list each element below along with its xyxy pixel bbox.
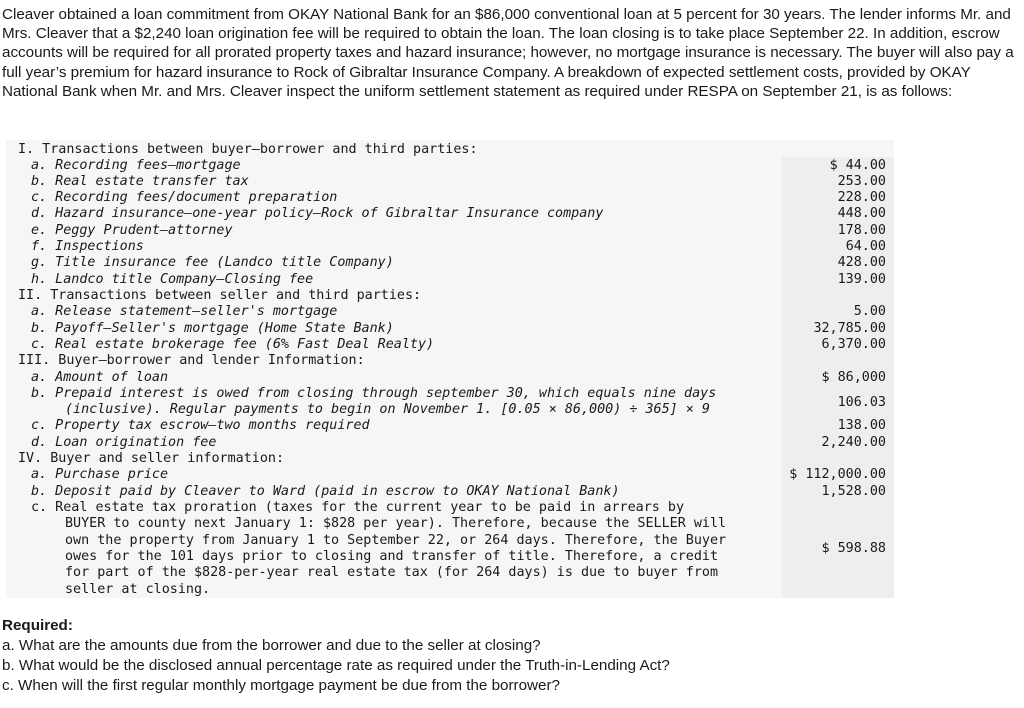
- item-label-line: c. Real estate tax proration (taxes for the current year to be paid in arrears by: [31, 500, 685, 515]
- item-label: c. Recording fees/document preparation: [31, 190, 338, 205]
- section-title: IV. Buyer and seller information:: [18, 451, 285, 466]
- item-label: b. Deposit paid by Cleaver to Ward (paid in escrow to OKAY National Bank): [31, 484, 620, 499]
- item-amount: $ 598.88: [821, 541, 886, 556]
- item-label-line: owes for the 101 days prior to closing and transfer of title. Therefore, a credit: [65, 549, 719, 564]
- item-amount: 1,528.00: [821, 484, 886, 499]
- item-amount: 139.00: [837, 272, 886, 287]
- item-label: e. Peggy Prudent–attorney: [31, 223, 233, 238]
- item-label-line: BUYER to county next January 1: $828 per year). Therefore, because the SELLER will: [65, 516, 727, 531]
- item-label: a. Purchase price: [31, 467, 169, 482]
- item-label: d. Loan origination fee: [31, 435, 217, 450]
- item-label: c. Real estate brokerage fee (6% Fast Deal Realty): [31, 337, 435, 352]
- item-amount: 106.03: [837, 395, 886, 410]
- question-a: a. What are the amounts due from the borrower and due to the seller at closing?: [2, 637, 541, 654]
- item-amount: 178.00: [837, 223, 886, 238]
- item-label: b. Payoff–Seller's mortgage (Home State Bank): [31, 321, 394, 336]
- item-label: a. Recording fees–mortgage: [31, 158, 241, 173]
- settlement-costs-table: [6, 140, 894, 598]
- item-label: g. Title insurance fee (Landco title Company): [31, 255, 394, 270]
- item-label-line: for part of the $828-per-year real estate tax (for 264 days) is due to buyer from: [65, 565, 719, 580]
- item-label-line: own the property from January 1 to September 22, or 264 days. Therefore, the Buyer: [65, 533, 727, 548]
- item-amount: 64.00: [845, 239, 886, 254]
- item-label-line: (inclusive). Regular payments to begin on November 1. [0.05 × 86,000) ÷ 365] × 9: [65, 402, 710, 417]
- line-item: [6, 500, 894, 598]
- item-label: d. Hazard insurance–one-year policy–Rock of Gibraltar Insurance company: [31, 206, 604, 221]
- item-label-line: b. Prepaid interest is owed from closing through september 30, which equals nine days: [31, 386, 717, 401]
- item-amount: 448.00: [837, 206, 886, 221]
- item-amount: 2,240.00: [821, 435, 886, 450]
- item-label: a. Amount of loan: [31, 370, 169, 385]
- item-label: f. Inspections: [31, 239, 144, 254]
- section-title: II. Transactions between seller and third parties:: [18, 288, 422, 303]
- item-amount: $ 86,000: [821, 370, 886, 385]
- item-amount: 138.00: [837, 418, 886, 433]
- item-amount: $ 112,000.00: [789, 467, 886, 482]
- required-questions: [2, 616, 670, 696]
- item-label: b. Real estate transfer tax: [31, 174, 249, 189]
- item-amount: $ 44.00: [829, 158, 886, 173]
- item-amount: 32,785.00: [813, 321, 886, 336]
- item-amount: 6,370.00: [821, 337, 886, 352]
- item-label: h. Landco title Company–Closing fee: [31, 272, 314, 287]
- question-c: c. When will the first regular monthly mortgage payment be due from the borrower?: [2, 677, 560, 694]
- question-b: b. What would be the disclosed annual percentage rate as required under the Truth-in-Lending Act?: [2, 657, 670, 674]
- item-amount: 253.00: [837, 174, 886, 189]
- section-title: III. Buyer–borrower and lender Information:: [18, 353, 365, 368]
- item-amount: 228.00: [837, 190, 886, 205]
- required-heading: Required:: [2, 617, 73, 634]
- line-item: [6, 386, 894, 419]
- problem-intro: Cleaver obtained a loan commitment from OKAY National Bank for an $86,000 conventional loan at 5 percent for 30 years. The lender informs Mr. and Mrs. Cleaver that a $2,240 loan origination fee will be required to obtain the loan. The loan closing is to take place September 22. In addition, escrow accounts will be required for all prorated property taxes and hazard insurance; however, no mortgage insurance is necessary. The buyer will also pay a full year’s premium for hazard insurance to Rock of Gibraltar Insurance Company. A breakdown of expected settlement costs, provided by OKAY National Bank when Mr. and Mrs. Cleaver inspect the uniform settlement statement as required under RESPA on September 21, is as follows:: [2, 6, 1014, 100]
- item-amount: 428.00: [837, 255, 886, 270]
- item-label: c. Property tax escrow–two months required: [31, 418, 370, 433]
- item-label-line: seller at closing.: [65, 582, 211, 597]
- section-title: I. Transactions between buyer–borrower and third parties:: [18, 142, 478, 157]
- item-label: a. Release statement–seller's mortgage: [31, 304, 338, 319]
- item-amount: 5.00: [853, 304, 886, 319]
